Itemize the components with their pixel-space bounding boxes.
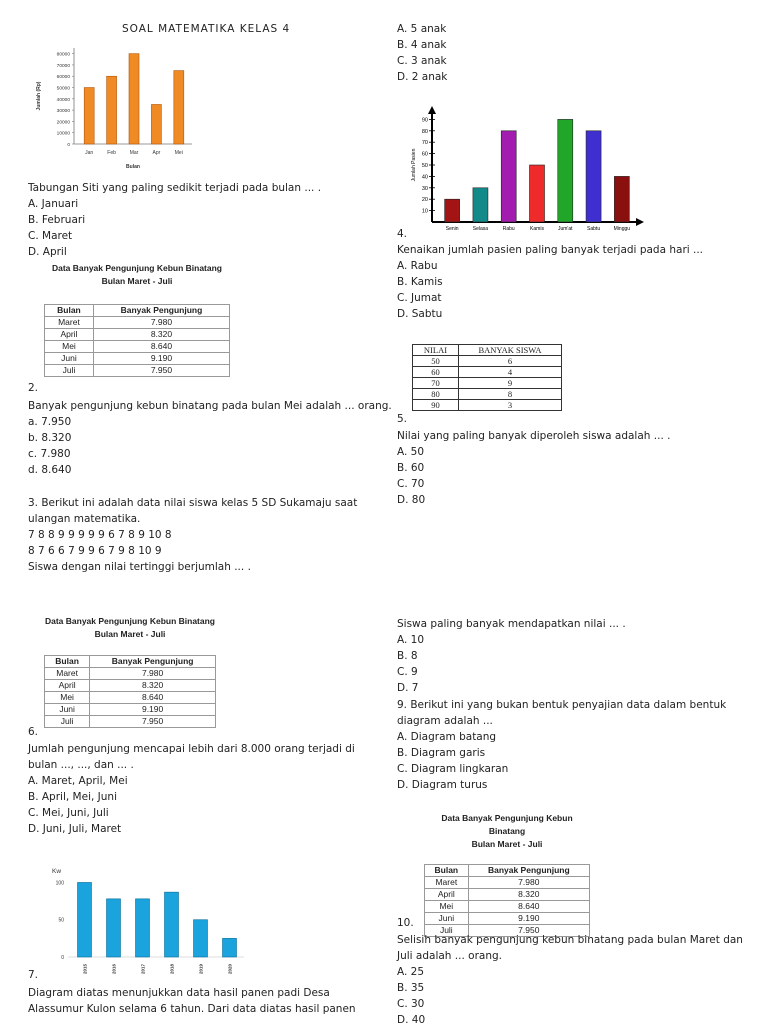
bar — [165, 892, 179, 957]
question-2-text: Banyak pengunjung kebun binatang pada bulan Mei adalah ... orang. — [28, 400, 392, 412]
y-tick-label: 50 — [421, 163, 428, 169]
x-tick-label: 2017 — [140, 963, 146, 975]
q2-option-a: a. 7.950 — [28, 416, 72, 428]
bar — [136, 899, 150, 957]
col-header-month: Bulan — [45, 656, 90, 668]
savings-bar-chart — [30, 40, 195, 176]
col-header-visitors: Banyak Pengunjung — [93, 305, 229, 317]
q3-option-c: C. 3 anak — [397, 55, 447, 67]
visitor-table-title: Data Banyak Pengunjung Kebun Binatang — [441, 813, 573, 836]
q4-option-c: C. Jumat — [397, 292, 442, 304]
question-3-options — [397, 21, 447, 85]
table-row: Juli 7.950 — [45, 365, 230, 377]
table-row: Mei 8.640 — [425, 901, 590, 913]
table-row: Juli 7.950 — [425, 925, 590, 937]
col-header-visitors: Banyak Pengunjung — [468, 865, 589, 877]
bar — [223, 938, 237, 957]
bar — [84, 88, 94, 144]
question-1-text: Tabungan Siti yang paling sedikit terjadi pada bulan ... . — [28, 182, 322, 194]
bar — [151, 104, 161, 144]
col-header-month: Bulan — [45, 305, 94, 317]
y-tick-label: 50000 — [56, 86, 70, 92]
q5-option-c: C. 70 — [397, 478, 425, 490]
question-5 — [397, 428, 670, 508]
y-tick-label: 70 — [421, 140, 428, 147]
x-tick-label: 2019 — [198, 963, 204, 975]
question-6-number: 6. — [28, 726, 39, 738]
x-tick-label: 2020 — [227, 963, 233, 975]
q4-option-d: D. Sabtu — [397, 308, 443, 320]
bar — [194, 920, 208, 957]
question-2-number: 2. — [28, 382, 39, 394]
question-7-number: 7. — [28, 969, 39, 981]
visitor-table — [44, 655, 216, 728]
x-axis-label: Bulan — [126, 164, 140, 170]
table-row: 90 3 — [413, 400, 562, 411]
bar — [614, 176, 629, 222]
question-5-text: Nilai yang paling banyak diperoleh siswa adalah ... . — [397, 430, 671, 442]
table-row: Juni 9.190 — [425, 913, 590, 925]
x-tick-label: 2018 — [169, 963, 175, 975]
table-row: Maret 7.980 — [45, 317, 230, 329]
q10-line-1: Selisih banyak pengunjung kebun binatang pada bulan Maret dan — [397, 934, 743, 946]
q4-option-b: B. Kamis — [397, 276, 443, 288]
col-header-month: Bulan — [425, 865, 469, 877]
question-5-number: 5. — [397, 413, 408, 425]
y-tick-label: 10000 — [56, 131, 70, 137]
x-tick-label: Rabu — [502, 226, 515, 232]
q10-option-d: D. 40 — [397, 1014, 426, 1026]
q5-option-a: A. 50 — [397, 446, 425, 458]
table-row: 80 8 — [413, 389, 562, 400]
x-tick-label: Feb — [107, 150, 116, 156]
table-row: Maret 7.980 — [425, 877, 590, 889]
bar — [473, 188, 488, 222]
question-10 — [397, 932, 743, 1028]
y-tick-label: 70000 — [56, 63, 70, 69]
q5-option-d: D. 80 — [397, 494, 426, 506]
x-tick-label: 2016 — [111, 963, 117, 975]
question-4-number: 4. — [397, 228, 408, 240]
y-tick-label: 0 — [61, 955, 64, 961]
y-tick-label: 80000 — [56, 52, 70, 58]
q7-line-1: Diagram diatas menunjukkan data hasil panen padi Desa — [28, 987, 330, 999]
y-tick-label: 10 — [421, 208, 428, 215]
q10-option-b: B. 35 — [397, 982, 425, 994]
x-tick-label: Jum'at — [557, 226, 573, 232]
col-header-students: BANYAK SISWA — [458, 345, 561, 356]
question-2 — [28, 398, 392, 478]
q8-option-c: C. 9 — [397, 666, 418, 678]
question-10-number: 10. — [397, 917, 414, 929]
y-axis-label: Kw — [52, 868, 62, 875]
col-header-visitors: Banyak Pengunjung — [90, 656, 216, 668]
q6-option-b: B. April, Mei, Juni — [28, 791, 117, 803]
q8-option-a: A. 10 — [397, 634, 425, 646]
q9-option-c: C. Diagram lingkaran — [397, 763, 509, 775]
q2-option-b: b. 8.320 — [28, 432, 72, 444]
question-4 — [397, 242, 703, 322]
grade-table-figure — [412, 344, 562, 411]
q9-option-a: A. Diagram batang — [397, 731, 497, 743]
q3-line-2: ulangan matematika. — [28, 513, 141, 525]
bar — [129, 54, 139, 144]
q10-line-2: Juli adalah ... orang. — [397, 950, 502, 962]
q9-line-1: 9. Berikut ini yang bukan bentuk penyajian data dalam bentuk — [397, 699, 727, 711]
question-8 — [397, 616, 626, 696]
q2-option-c: c. 7.980 — [28, 448, 71, 460]
q3-option-a: A. 5 anak — [397, 23, 447, 35]
bar — [445, 199, 460, 222]
harvest-bar-chart — [44, 855, 264, 980]
y-tick-label: 20000 — [56, 120, 70, 126]
q2-option-d: d. 8.640 — [28, 464, 72, 476]
patients-bar-chart — [408, 102, 653, 234]
table-row: 50 6 — [413, 356, 562, 367]
q8-option-d: D. 7 — [397, 682, 419, 694]
question-9 — [397, 697, 726, 793]
y-tick-label: 20 — [421, 197, 428, 204]
y-tick-label: 60 — [421, 151, 428, 158]
bar — [501, 131, 516, 222]
question-6 — [28, 741, 355, 837]
question-7 — [28, 985, 356, 1017]
y-tick-label: 60000 — [56, 75, 70, 81]
y-tick-label: 80 — [421, 128, 428, 135]
bar — [586, 131, 601, 222]
q4-option-a: A. Rabu — [397, 260, 438, 272]
visitor-table-subtitle: Bulan Maret - Juli — [94, 629, 166, 639]
question-8-text: Siswa paling banyak mendapatkan nilai ... . — [397, 618, 626, 630]
x-axis-arrow — [636, 218, 644, 226]
y-axis-arrow — [428, 106, 436, 114]
table-row: 60 4 — [413, 367, 562, 378]
y-axis-label: Jumlah (Rp) — [36, 81, 42, 111]
table-row: Juni 9.190 — [45, 353, 230, 365]
bar — [107, 899, 121, 957]
x-tick-label: 2015 — [82, 963, 88, 975]
y-tick-label: 90 — [421, 117, 428, 124]
visitor-table-title: Data Banyak Pengunjung Kebun Binatang — [51, 263, 223, 273]
q9-option-b: B. Diagram garis — [397, 747, 486, 759]
bar — [530, 165, 545, 222]
x-tick-label: Minggu — [613, 226, 631, 232]
q8-option-b: B. 8 — [397, 650, 418, 662]
table-row: 70 9 — [413, 378, 562, 389]
table-row: April 8.320 — [45, 329, 230, 341]
visitor-table-figure-2 — [44, 615, 216, 728]
y-axis-label: Jumlah Pasien — [411, 148, 417, 182]
x-tick-label: Senin — [445, 226, 459, 232]
q3-line-4: 8 7 6 6 7 9 9 6 7 9 8 10 9 — [28, 545, 162, 557]
q7-line-2: Alassumur Kulon selama 6 tahun. Dari data diatas hasil panen — [28, 1003, 356, 1015]
table-row: Mei 8.640 — [45, 341, 230, 353]
q6-line-1: Jumlah pengunjung mencapai lebih dari 8.000 orang terjadi di — [28, 743, 355, 755]
visitor-table-figure-1 — [44, 262, 230, 377]
q3-line-1: 3. Berikut ini adalah data nilai siswa kelas 5 SD Sukamaju saat — [28, 497, 358, 509]
q1-option-a: A. Januari — [28, 198, 79, 210]
y-tick-label: 30 — [421, 185, 428, 192]
y-tick-label: 100 — [55, 880, 64, 887]
q9-option-d: D. Diagram turus — [397, 779, 488, 791]
y-tick-label: 0 — [67, 143, 70, 148]
q1-option-b: B. Februari — [28, 214, 86, 226]
visitor-table-subtitle: Bulan Maret - Juli — [101, 276, 173, 286]
bar — [174, 71, 184, 144]
q6-option-d: D. Juni, Juli, Maret — [28, 823, 122, 835]
y-tick-label: 30000 — [56, 109, 70, 115]
q3-option-b: B. 4 anak — [397, 39, 447, 51]
x-tick-label: Selasa — [472, 226, 489, 232]
q6-option-a: A. Maret, April, Mei — [28, 775, 128, 787]
y-tick-label: 40000 — [56, 97, 70, 103]
y-tick-label: 40 — [421, 174, 428, 181]
visitor-table-figure-3 — [424, 812, 590, 937]
table-row: Juni 9.190 — [45, 704, 216, 716]
q3-line-5: Siswa dengan nilai tertinggi berjumlah ... . — [28, 561, 251, 573]
x-tick-label: Mei — [174, 150, 183, 156]
question-4-text: Kenaikan jumlah pasien paling banyak terjadi pada hari ... — [397, 244, 704, 256]
bar — [558, 119, 573, 222]
grade-table — [412, 344, 562, 411]
table-row: April 8.320 — [45, 680, 216, 692]
q3-line-3: 7 8 8 9 9 9 9 9 6 7 8 9 10 8 — [28, 529, 172, 541]
q5-option-b: B. 60 — [397, 462, 425, 474]
visitor-table-subtitle: Bulan Maret - Juli — [471, 839, 543, 849]
x-tick-label: Sabtu — [587, 226, 601, 232]
question-1 — [28, 180, 321, 260]
bar — [78, 882, 92, 957]
q6-option-c: C. Mei, Juni, Juli — [28, 807, 109, 819]
q6-line-2: bulan ..., ..., dan ... . — [28, 759, 134, 771]
q1-option-d: D. April — [28, 246, 67, 258]
x-tick-label: Mar — [129, 150, 139, 156]
q10-option-a: A. 25 — [397, 966, 425, 978]
q10-option-c: C. 30 — [397, 998, 425, 1010]
table-row: Juli 7.950 — [45, 716, 216, 728]
page-title: SOAL MATEMATIKA KELAS 4 — [122, 23, 291, 35]
y-tick-label: 50 — [58, 917, 64, 924]
table-row: Maret 7.980 — [45, 668, 216, 680]
q3-option-d: D. 2 anak — [397, 71, 448, 83]
visitor-table — [424, 864, 590, 937]
bar — [107, 76, 117, 144]
visitor-table-title: Data Banyak Pengunjung Kebun Binatang — [44, 616, 216, 626]
q1-option-c: C. Maret — [28, 230, 73, 242]
x-tick-label: Apr — [152, 150, 161, 156]
col-header-grade: NILAI — [413, 345, 459, 356]
table-row: Mei 8.640 — [45, 692, 216, 704]
table-row: April 8.320 — [425, 889, 590, 901]
visitor-table — [44, 304, 230, 377]
q9-line-2: diagram adalah ... — [397, 715, 493, 727]
question-3 — [28, 495, 357, 575]
x-tick-label: Kamis — [530, 226, 544, 232]
x-tick-label: Jan — [85, 150, 94, 156]
